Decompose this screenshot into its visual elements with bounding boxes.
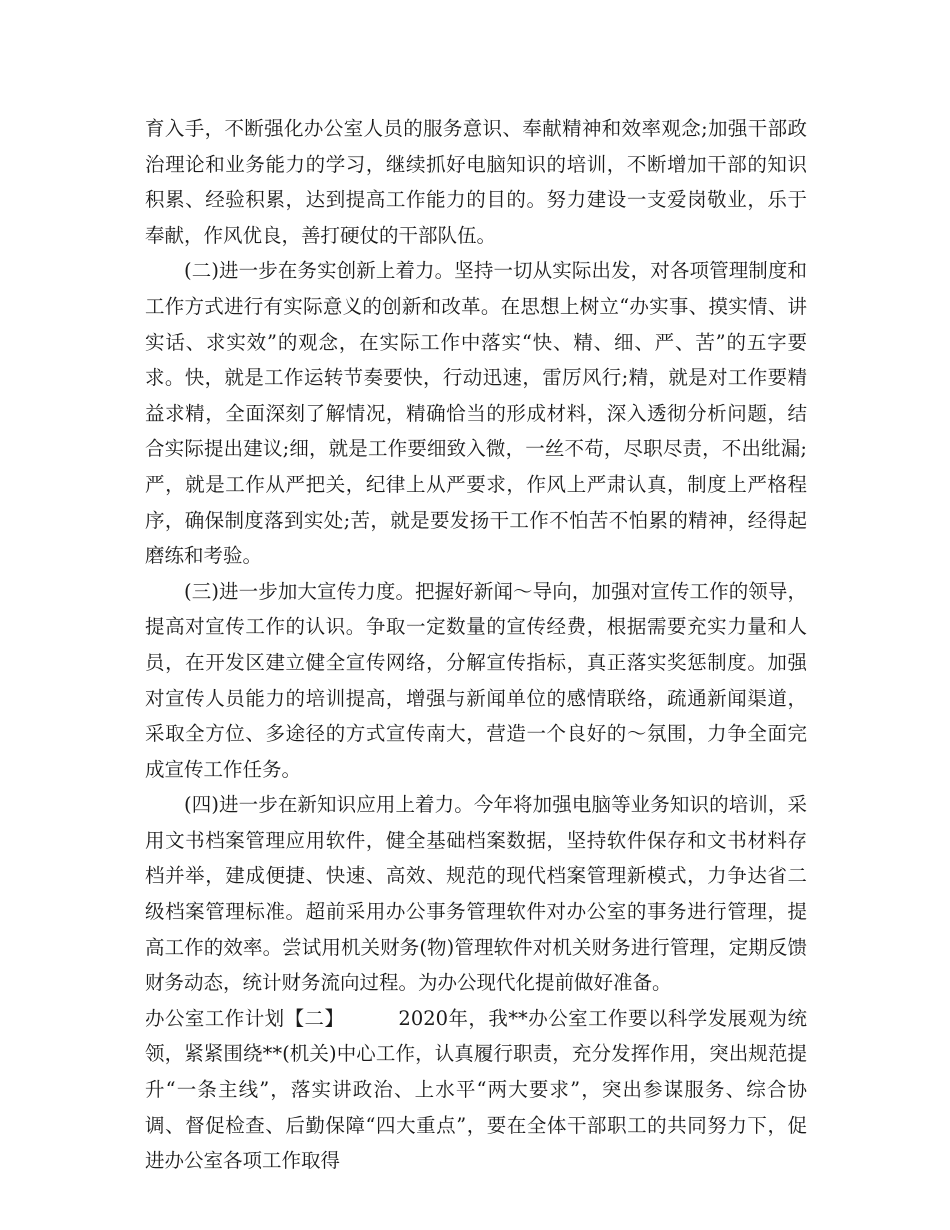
paragraph-2: (二)进一步在务实创新上着力。坚持一切从实际出发，对各项管理制度和工作方式进行有实际意义的创新和改革。在思想上树立“办实事、摸实情、讲实话、求实效”的观念，在实际工作中落实“快、精、细、严、苦”的五字要求。快，就是工作运转节奏要快，行动迅速，雷厉风行;精，就是对工作要精益求精，全面深刻了解情况，精确恰当的形成材料，深入透彻分析问题，结合实际提出建议;细，就是工作要细致入微，一丝不苟，尽职尽责，不出纰漏;严，就是工作从严把关，纪律上从严要求，作风上严肃认真，制度上严格程序，确保制度落到实处;苦，就是要发扬干工作不怕苦不怕累的精神，经得起磨练和考验。 (145, 259, 807, 568)
section-heading: 办公室工作计划【二】 (145, 1006, 345, 1030)
document-body (145, 111, 807, 1179)
paragraph-4: (四)进一步在新知识应用上着力。今年将加强电脑等业务知识的培训，采用文书档案管理应用软件，健全基础档案数据，坚持软件保存和文书材料存档并举，建成便捷、快速、高效、规范的现代档案管理新模式，力争达省二级档案管理标准。超前采用办公事务管理软件对办公室的事务进行管理，提高工作的效率。尝试用机关财务(物)管理软件对机关财务进行管理，定期反馈财务动态，统计财务流向过程。为办公现代化提前做好准备。 (145, 793, 807, 995)
section-paragraph (145, 1001, 807, 1179)
section-text: 2020年，我**办公室工作要以科学发展观为统领，紧紧围绕**(机关)中心工作，认真履行职责，充分发挥作用，突出规范提升“一条主线”，落实讲政治、上水平“两大要求”，突出参谋服务、综合协调、督促检查、后勤保障“四大重点”，要在全体干部职工的共同努力下，促进办公室各项工作取得 (145, 1006, 807, 1173)
paragraph-3: (三)进一步加大宣传力度。把握好新闻～导向，加强对宣传工作的领导，提高对宣传工作的认识。争取一定数量的宣传经费，根据需要充实力量和人员，在开发区建立健全宣传网络，分解宣传指标，真正落实奖惩制度。加强对宣传人员能力的培训提高，增强与新闻单位的感情联络，疏通新闻渠道，采取全方位、多途径的方式宣传南大，营造一个良好的～氛围，力争全面完成宣传工作任务。 (145, 579, 807, 781)
paragraph-1: 育入手，不断强化办公室人员的服务意识、奉献精神和效率观念;加强干部政治理论和业务能力的学习，继续抓好电脑知识的培训，不断增加干部的知识积累、经验积累，达到提高工作能力的目的。努力建设一支爱岗敬业，乐于奉献，作风优良，善打硬仗的干部队伍。 (145, 117, 807, 247)
